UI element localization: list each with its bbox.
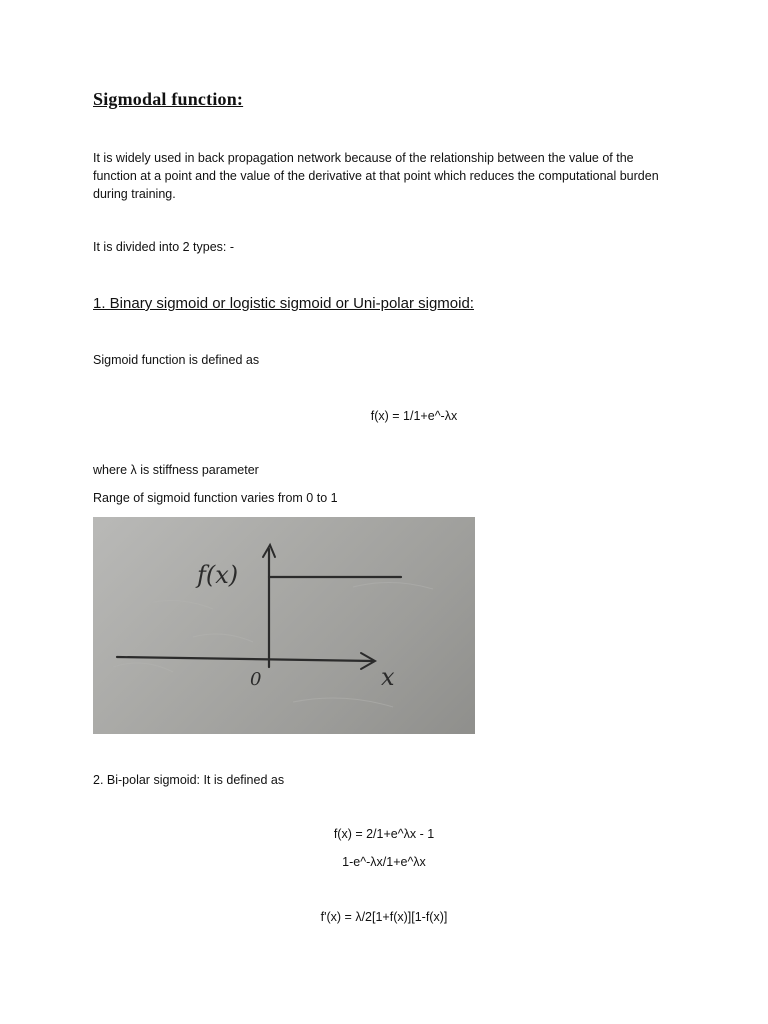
section2-derivative: f'(x) = λ/2[1+f(x)][1-f(x)] xyxy=(320,910,448,924)
section1-heading: 1. Binary sigmoid or logistic sigmoid or Uni-polar sigmoid: xyxy=(93,295,474,312)
intro-paragraph: It is widely used in back propagation network because of the relationship between the value of the function at a point and the value of the derivative at that point which reduces the computational burden during training. xyxy=(93,151,659,201)
section1-where-text: where λ is stiffness parameter xyxy=(93,463,259,477)
types-intro: It is divided into 2 types: - xyxy=(93,240,235,254)
section1-formula: f(x) = 1/1+e^-λx xyxy=(370,409,458,423)
section2-heading: 2. Bi-polar sigmoid: It is defined as xyxy=(93,773,285,787)
page-title: Sigmodal function: xyxy=(93,89,244,109)
step-function-sketch xyxy=(93,517,475,734)
y-axis-label: f(x) xyxy=(197,561,239,589)
section2-formula1: f(x) = 2/1+e^λx - 1 xyxy=(333,827,435,841)
x-axis-label: x xyxy=(381,663,395,691)
step-function-photo xyxy=(93,517,475,734)
origin-label: 0 xyxy=(250,669,262,690)
section2-formula2: 1-e^-λx/1+e^λx xyxy=(342,855,426,869)
section1-defined-text: Sigmoid function is defined as xyxy=(93,353,260,367)
x-axis-line xyxy=(117,657,373,661)
section1-range-text: Range of sigmoid function varies from 0 to 1 xyxy=(93,491,338,505)
